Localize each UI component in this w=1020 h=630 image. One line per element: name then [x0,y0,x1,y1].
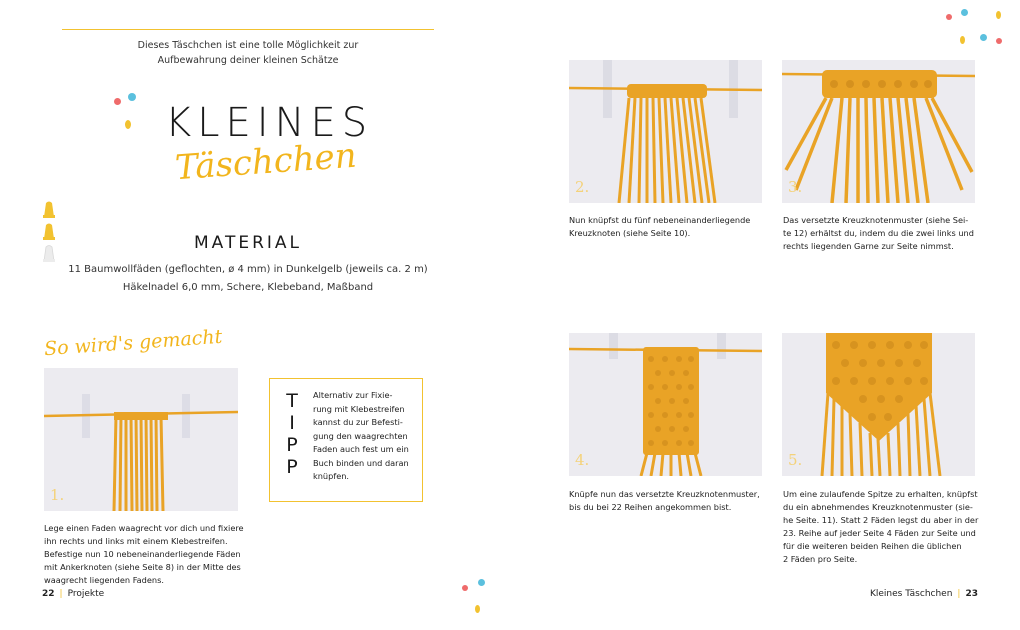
step-number: 2. [575,178,590,196]
footer-separator: | [957,589,961,599]
intro-text [62,38,434,68]
step1-photo [44,368,238,511]
page-number: 23 [965,589,978,599]
caption-line: he Seite. 11). Statt 2 Fäden legst du aber in der [783,515,979,525]
tip-line: gung den waagrechten [313,430,408,441]
caption-line: Lege einen Faden waagrecht vor dich und fixiere [44,523,244,533]
section-heading: So wird's gemacht [43,325,223,361]
tip-line: Faden auch fest um ein [313,444,409,454]
caption-line: mit Ankerknoten (siehe Seite 8) in der Mitte des [44,562,241,572]
confetti-dot [125,120,131,129]
caption-line: Das versetzte Kreuzknotenmuster (siehe Sei- [783,215,969,225]
caption-line: rechts liegenden Garne zur Seite nimmst. [783,241,954,251]
step2-caption [569,214,769,240]
confetti-dot [996,38,1002,44]
step5-photo [782,333,975,476]
caption-line: für die weiteren beiden Reihen die üblichen [783,541,962,551]
tip-letter: P [286,456,298,478]
footer-section: Projekte [67,589,105,599]
step3-photo [782,60,975,203]
footer-left [42,589,104,599]
caption-line: Kreuzknoten (siehe Seite 10). [569,228,691,238]
tip-line: kannst du zur Befesti- [313,417,403,427]
confetti-dot [114,98,121,105]
step4-photo [569,333,762,476]
material-heading: MATERIAL [193,233,303,253]
caption-line: 23. Reihe auf jeder Seite 4 Fäden zur Seite und [783,528,976,538]
confetti-dot [961,9,968,16]
intro-line: Aufbewahrung deiner kleinen Schätze [157,55,339,66]
confetti-dot [475,605,480,613]
step4-caption [569,488,769,514]
caption-line: Knüpfe nun das versetzte Kreuzknotenmuster, [569,489,760,499]
footer-section: Kleines Täschchen [869,589,953,599]
material-line: Häkelnadel 6,0 mm, Schere, Klebeband, Maßband [122,282,374,293]
tip-line: knüpfen. [313,471,350,481]
step-number: 5. [788,451,803,469]
caption-line: 2 Fäden pro Seite. [783,554,858,564]
caption-line: ihn rechts und links mit einem Klebestreifen. [44,536,228,546]
step3-caption [783,214,983,253]
footer-right [870,589,978,599]
tip-text [313,389,417,484]
top-rule [62,29,434,30]
confetti-dot [946,14,952,20]
confetti-dot [980,34,987,41]
tip-label [282,390,302,478]
tip-letter: T [286,390,298,412]
page-number: 22 [42,589,55,599]
step-number: 3. [788,178,803,196]
caption-line: waagrecht liegenden Fadens. [44,575,164,585]
confetti-dot [960,36,965,44]
title-main: KLEINES [165,100,374,146]
tip-letter: I [289,412,295,434]
intro-line: Dieses Täschchen ist eine tolle Möglichkeit zur [137,40,359,51]
caption-line: du ein abnehmendes Kreuzknotenmuster (sie- [783,502,973,512]
thimble-icon [43,202,55,219]
title-script: Täschchen [173,135,358,189]
tip-letter: P [286,434,298,456]
step-number: 4. [575,451,590,469]
confetti-dot [128,93,136,101]
material-line: 11 Baumwollfäden (geflochten, ø 4 mm) in Dunkelgelb (jeweils ca. 2 m) [68,264,428,275]
step2-photo [569,60,762,203]
caption-line: te 12) erhältst du, indem du die zwei links und [783,228,974,238]
caption-line: Um eine zulaufende Spitze zu erhalten, knüpfst [783,489,978,499]
confetti-dot [478,579,485,586]
tip-line: Alternativ zur Fixie- [313,390,393,400]
confetti-dot [996,11,1001,19]
tip-line: Buch binden und daran [313,457,409,468]
caption-line: bis du bei 22 Reihen angekommen bist. [569,502,732,512]
step5-caption [783,488,983,566]
caption-line: Nun knüpfst du fünf nebeneinanderliegende [569,215,751,225]
step1-caption [44,522,244,587]
step-number: 1. [50,486,65,504]
confetti-dot [462,585,468,591]
caption-line: Befestige nun 10 nebeneinanderliegende Fäden [44,549,241,559]
footer-separator: | [59,589,63,599]
tip-line: rung mit Klebestreifen [313,403,405,414]
